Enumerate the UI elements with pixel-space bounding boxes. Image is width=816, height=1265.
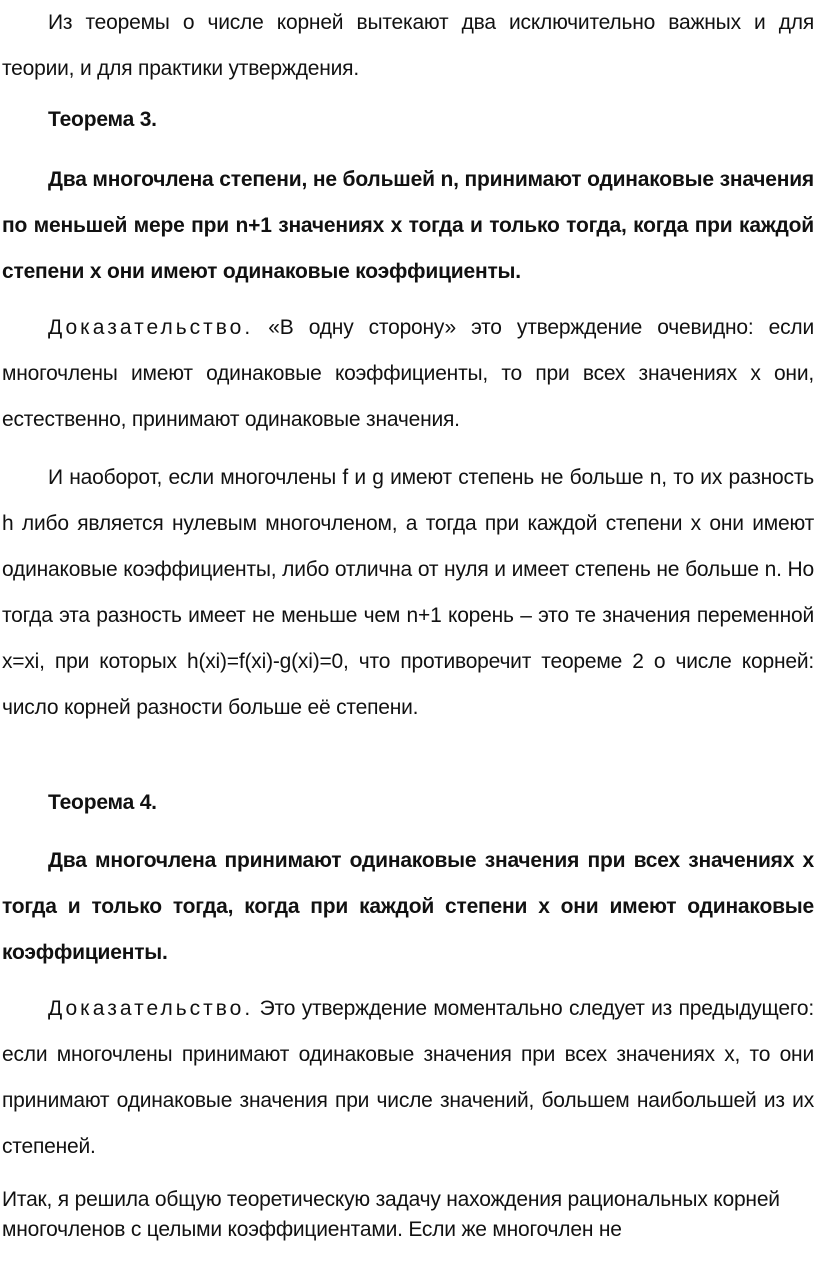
theorem-4-heading: Теорема 4.	[48, 791, 157, 814]
proof-3-label: Доказательство.	[48, 316, 254, 339]
proof-3-continuation: И наоборот, если многочлены f и g имеют степень не больше n, то их разность h либо является нулевым многочленом, а тогда при каждой степени x они имеют одинаковые коэффициенты, либо отлична от нуля и имеет степень не больше n. Но тогда эта разность имеет не меньше чем n+1 корень – это те значения переменной x=xi, при которых h(xi)=f(xi)-g(xi)=0, что противоречит теореме 2 о числе корней: число корней разности больше её степени.	[2, 466, 814, 719]
theorem-3-statement: Два многочлена степени, не большей n, принимают одинаковые значения по меньшей мере при n+1 значениях x тогда и только тогда, когда при каждой степени x они имеют одинаковые коэффициенты.	[2, 168, 814, 283]
theorem-4-statement: Два многочлена принимают одинаковые значения при всех значениях x тогда и только тогда, когда при каждой степени x они имеют одинаковые коэффициенты.	[2, 849, 814, 964]
proof-4-text: Это утверждение моментально следует из предыдущего: если многочлены принимают одинаковые значения при всех значениях x, то они принимают одинаковые значения при числе значений, большем наибольшей из их степеней.	[2, 997, 814, 1158]
conclusion-paragraph: Итак, я решила общую теоретическую задачу нахождения рациональных корней многочленов с целыми коэффициентами. Если же многочлен не	[2, 1188, 780, 1241]
proof-4-paragraph	[2, 986, 814, 1170]
proof-4-label: Доказательство.	[48, 997, 254, 1020]
proof-3-paragraph	[2, 305, 814, 443]
intro-paragraph: Из теоремы о числе корней вытекают два исключительно важных и для теории, и для практики утверждения.	[2, 11, 814, 80]
theorem-3-heading: Теорема 3.	[48, 108, 157, 131]
proof-3-text: «В одну сторону» это утверждение очевидно: если многочлены имеют одинаковые коэффициенты, то при всех значениях x они, естественно, принимают одинаковые значения.	[2, 316, 814, 431]
